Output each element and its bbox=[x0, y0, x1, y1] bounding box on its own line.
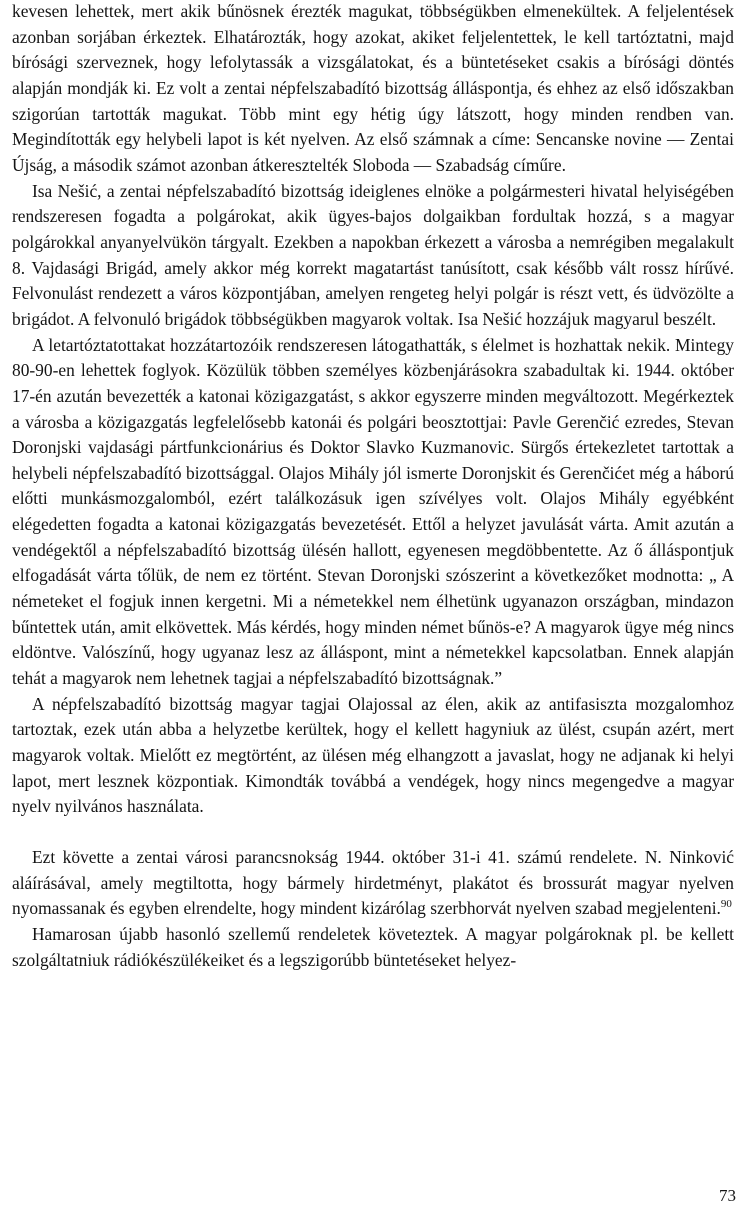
paragraph: A letartóztatottakat hozzátartozóik rendszeresen látogathatták, s élelmet is hozhattak nekik. Mintegy 80-90-en lehettek foglyok. Közülük többen személyes közbenjárásokra szabadultak ki. 1944. október 17-én azután bevezették a katonai közigazgatást, s akkor egyszerre minden megváltozott. Megérkeztek a városba a közigazgatás legfelelősebb katonái és polgári beosztottjai: Pavle Gerenčić ezredes, Stevan Doronjski vajdasági pártfunkcionárius és Doktor Slavko Kuzmanovic. Sürgős értekezletet tartottak a helybeli népfelszabadító bizottsággal. Olajos Mihály jól ismerte Doronjskit és Gerenčićet még a háború előtti munkásmozgalomból, ezért találkozásuk igen szívélyes volt. Olajos Mihály egyébként elégedetten fogadta a katonai közigazgatás bevezetését. Ettől a helyzet javulását várta. Amit azután a vendégektől a népfelszabadító bizottság ülésén hallott, egyenesen megdöbbentette. Az ő álláspontjuk elfogadását várta tőlük, de nem ez történt. Stevan Doronjski szószerint a következőket modnotta: „ A németeket el fogjuk innen kergetni. Mi a németekkel nem élhetünk ugyanazon országban, mindazon bűntettek után, amit elkövettek. Más kérdés, hogy minden német bűnös-e? A magyarok ügye még nincs eldöntve. Valószínű, hogy ugyanaz lesz az álláspont, mint a németekkel kapcsolatban. Ennek alapján tehát a magyarok nem lehetnek tagjai a népfelszabadító bizottságnak.” bbox=[12, 334, 734, 689]
body-text bbox=[12, 0, 734, 973]
paragraph: kevesen lehettek, mert akik bűnösnek érezték magukat, többségükben elmenekültek. A feljelentések azonban sorjában érkeztek. Elhatározták, hogy azokat, akiket feljelentettek, le kell tartóztatni, majd bírósági szerveznek, hogy lefolytassák a vizsgálatokat, és a büntetéseket csakis a bírósági döntés alapján mondják ki. Ez volt a zentai népfelszabadító bizottság álláspontja, és ehhez az első időszakban szigorúan tartották magukat. Több mint egy hétig úgy látszott, hogy minden rendben van. Megindították egy helybeli lapot is két nyelven. Az első számnak a címe: Sencanske novine — Zentai Újság, a második számot azonban átkeresztelték Sloboda — Szabadság címűre. bbox=[12, 1, 734, 175]
paragraph bbox=[12, 845, 734, 922]
paragraph: A népfelszabadító bizottság magyar tagjai Olajossal az élen, akik az antifasiszta mozgalomhoz tartoztak, ezek után abba a helyzetbe kerültek, hogy el kellett hagyniuk az ülést, csupán azért, mert magyarok voltak. Mielőtt ez megtörtént, az ülésen még elhangzott a javaslat, hogy ne adjanak ki helyi lapot, mert lesznek központiak. Kimondták továbbá a vendégek, hogy nincs megengedve a magyar nyelv nyilvános használata. bbox=[12, 693, 734, 817]
footnote-reference: 90 bbox=[720, 898, 732, 911]
paragraph-text: Ezt követte a zentai városi parancsnokság 1944. október 31-i 41. számú rendelete. N. Ninković aláírásával, amely megtiltotta, hogy bármely hirdetményt, plakátot és brossurát magyar nyelven nyomassanak és egyben elrendelte, hogy mindent kizárólag szerbhorvát nyelven szabad megjelenteni. bbox=[12, 847, 734, 919]
paragraph: Isa Nešić, a zentai népfelszabadító bizottság ideiglenes elnöke a polgármesteri hivatal helyiségében rendszeresen fogadta a polgárokat, akik ügyes-bajos dolgaikban fordultak hozzá, s a magyar polgárokkal anyanyelvükön tárgyalt. Ezekben a napokban érkezett a városba a nemrégiben megalakult 8. Vajdasági Brigád, amely akkor még korrekt magatartást tanúsított, csak később vált rossz hírűvé. Felvonulást rendezett a város központjában, amelyen rengeteg helyi polgár is részt vett, és üdvözölte a brigádot. A felvonuló brigádok többségükben magyarok voltak. Isa Nešić hozzájuk magyarul beszélt. bbox=[12, 180, 734, 329]
page-number: 73 bbox=[719, 1186, 736, 1205]
paragraph: Hamarosan újabb hasonló szellemű rendeletek követeztek. A magyar polgároknak pl. be kellett szolgáltatniuk rádiókészülékeiket és a legszigorúbb büntetéseket helyez- bbox=[12, 923, 734, 970]
